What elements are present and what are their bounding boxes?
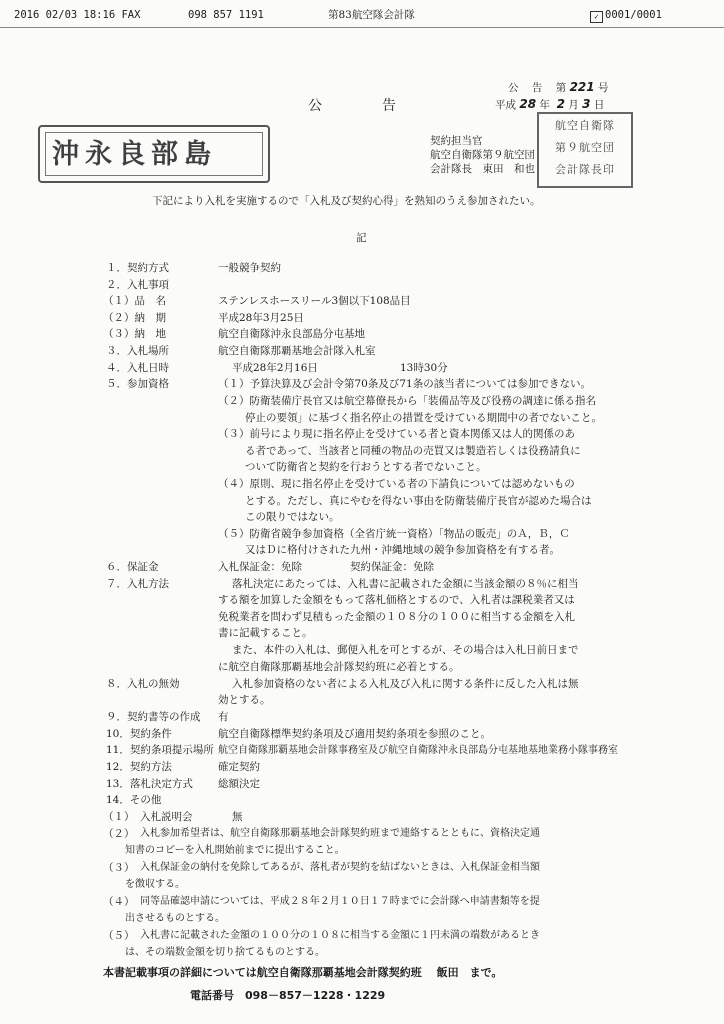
item-7-m6: に航空自衛隊那覇基地会計隊契約班に必着とする。 [218,661,460,673]
item-9-value: 有 [218,711,229,723]
item-5-label: ５．参加資格 [106,378,169,390]
item-1-value: 一般競争契約 [218,262,281,274]
other-3-number: （３） [103,862,135,874]
item-10-value: 航空自衛隊標準契約条項及び適用契約条項を参照のこと。 [218,728,491,740]
item-4-label: ４．入札日時 [106,362,169,374]
other-5a: 入札書に記載された金額の１００分の１０８に相当する金額に１円未満の端数があるとき [140,930,540,941]
item-7-m2: する額を加算した金額をもって落札価格とするので、入札者は課税業者又は [218,594,575,606]
item-1-label: １．契約方式 [106,262,169,274]
item-2b-label: （２）納 期 [103,312,166,324]
item-10-label: 10．契約条件 [106,728,172,740]
item-7-m3: 免税業者を問わず見積もった金額の１０８分の１００に相当する金額を入札 [218,611,575,623]
official-unit: 航空自衛隊第９航空団 [430,149,535,161]
official-seal: 航空自衛隊 第９航空団 会計隊長印 [537,112,633,188]
fax-header-divider [0,27,724,28]
other-5-number: （５） [103,930,135,942]
item-2a-value: ステンレスホースリール3個以下108品目 [218,295,411,307]
footer-phone: 電話番号 098－857－1228・1229 [190,989,386,1002]
item-5-q3b: る者であって、当該者と同種の物品の売買又は製造若しくは役務請負に [245,445,581,457]
other-3b: を徴収する。 [125,879,185,890]
other-1-value: 無 [232,811,243,823]
other-2a: 入札参加希望者は、航空自衛隊那覇基地会計隊契約班まで連絡するとともに、資格決定通 [140,828,540,839]
item-6-bid-deposit: 入札保証金：免除 [218,561,302,573]
official-name: 会計隊長 東田 和也 [430,163,535,175]
item-6-label: ６．保証金 [106,561,159,573]
fax-icon: ✓ [590,11,603,23]
fax-page-counter: ✓ 0001/0001 [590,9,662,23]
notice-date: 平成 28 年 2 月 3 日 [495,97,605,111]
item-4-time: 13時30分 [400,362,448,374]
item-5-q4c: この限りではない。 [245,511,340,523]
item-5-q3a: （３）前号により現に指名停止を受けている者と資本関係又は人的関係のあ [218,428,575,440]
item-8-v1: 入札参加資格のない者による入札及び入札に関する条件に反した入札は無 [232,678,579,690]
item-2a-label: （１）品 名 [103,295,166,307]
item-5-q4b: とする。ただし、真にやむを得ない事由を防衛装備庁長官が認めた場合は [245,495,592,507]
fax-sender: 第83航空隊会計隊 [328,9,415,21]
item-2c-value: 航空自衛隊沖永良部島分屯基地 [218,328,365,340]
ki-heading: 記 [356,232,367,244]
item-7-m1: 落札決定にあたっては、入札書に記載された金額に当該金額の８％に相当 [232,578,579,590]
item-14-label: 14．その他 [106,794,162,806]
other-1-number: （１） [103,811,135,823]
item-12-value: 確定契約 [218,761,260,773]
item-3-label: ３．入札場所 [106,345,169,357]
item-2-label: ２．入札事項 [106,279,169,291]
item-8-label: ８．入札の無効 [106,678,180,690]
item-5-q3c: ついて防衛省と契約を行おうとする者でないこと。 [245,461,487,473]
item-7-label: ７．入札方法 [106,578,169,590]
page-title: 公 告 [308,98,396,114]
item-11-label: 11．契約条項提示場所 [106,744,214,756]
footer-contact: 本書記載事項の詳細については航空自衛隊那覇基地会計隊契約班 飯田 まで。 [103,966,503,979]
other-3a: 入札保証金の納付を免除してあるが、落札者が契約を結ばないときは、入札保証金相当額 [140,862,540,873]
item-11-value: 航空自衛隊那覇基地会計隊事務室及び航空自衛隊沖永良部島分屯基地基地業務小隊事務室 [218,745,618,756]
other-2b: 知書のコピーを入札開始前までに提出すること。 [125,845,345,856]
item-5-q2b: 停止の要領」に基づく指名停止の措置を受けている期間中の者でないこと。 [245,412,602,424]
item-5-q2a: （２）防衛装備庁長官又は航空幕僚長から「装備品等及び役務の調達に係る指名 [218,395,596,407]
item-3-value: 航空自衛隊那覇基地会計隊入札室 [218,345,376,357]
other-4b: 出させるものとする。 [125,913,225,924]
other-4a: 同等品確認申請については、平成２８年２月１０日１７時までに会計隊へ申請書類等を提 [140,896,540,907]
fax-number: 098 857 1191 [188,9,264,21]
item-7-m4: 書に記載すること。 [218,627,313,639]
official-title: 契約担当官 [430,135,483,147]
item-5-q5a: （５）防衛省競争参加資格（全省庁統一資格）「物品の販売」のＡ，Ｂ，Ｃ [218,528,570,540]
item-5-q1: （１）予算決算及び会計令第70条及び71条の該当者については参加できない。 [218,378,592,390]
item-8-v2: 効とする。 [218,694,271,706]
other-1-label: 入札説明会 [140,811,193,823]
item-5-q5b: 又はＤに格付けされた九州・沖縄地域の競争参加資格を有する者。 [245,544,560,556]
other-2-number: （２） [103,828,135,840]
item-2b-value: 平成28年3月25日 [218,312,304,324]
notice-number: 公 告 第 221 号 [508,80,609,94]
item-7-m5: また、本件の入札は、郵便入札を可とするが、その場合は入札日前日まで [232,644,579,656]
other-4-number: （４） [103,896,135,908]
item-13-label: 13．落札決定方式 [106,778,193,790]
other-5b: は、その端数金額を切り捨てるものとする。 [125,947,325,958]
fax-datetime: 2016 02/03 18:16 FAX [14,9,141,21]
item-9-label: ９．契約書等の作成 [106,711,201,723]
item-5-q4a: （４）原則、現に指名停止を受けている者の下請負については認めないもの [218,478,575,490]
item-2c-label: （３）納 地 [103,328,166,340]
intro-text: 下記により入札を実施するので「入札及び契約心得」を熟知のうえ参加されたい。 [152,195,541,207]
location-stamp: 沖永良部島 [38,125,270,183]
item-13-value: 総額決定 [218,778,260,790]
item-6-contract-deposit: 契約保証金：免除 [350,561,434,573]
item-12-label: 12．契約方法 [106,761,172,773]
item-4-date: 平成28年2月16日 [232,362,318,374]
